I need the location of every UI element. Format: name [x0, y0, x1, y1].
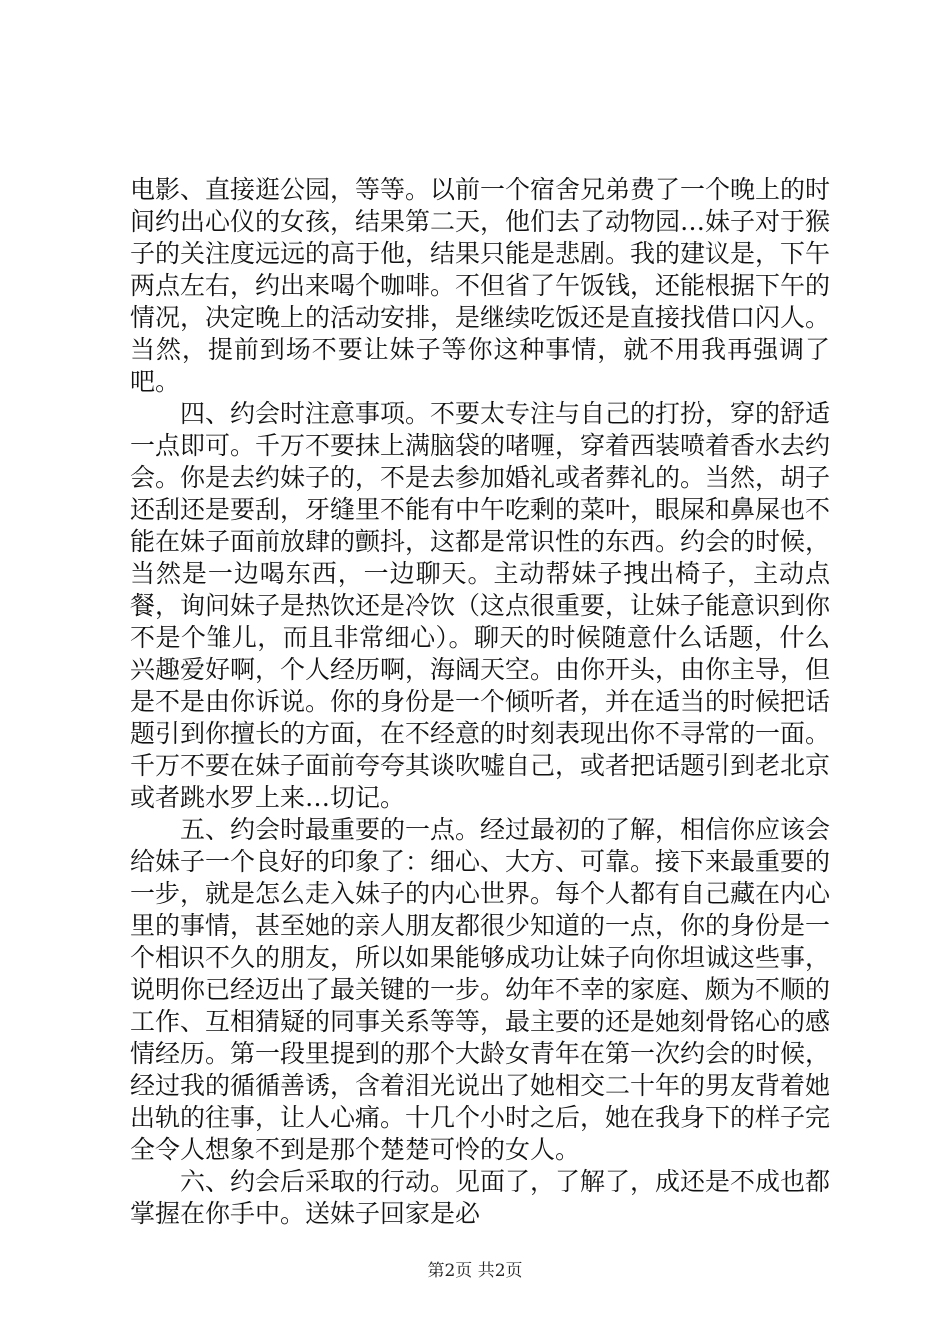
page-number-label: 第2页 共2页 — [427, 1261, 523, 1281]
paragraph-section-six: 六、约会后采取的行动。见面了，了解了，成还是不成也都掌握在你手中。送妹子回家是必 — [130, 1167, 831, 1228]
paragraph-section-four: 四、约会时注意事项。不要太专注与自己的打扮，穿的舒适一点即可。千万不要抹上满脑袋的啫喱，穿着西装喷着香水去约会。你是去约妹子的，不是去参加婚礼或者葬礼的。当然，胡子还刮还是要刮，牙缝里不能有中午吃剩的菜叶，眼屎和鼻屎也不能在妹子面前放肆的颤抖，这都是常识性的东西。约会的时候，当然是一边喝东西，一边聊天。主动帮妹子拽出椅子，主动点餐，询问妹子是热饮还是冷饮（这点很重要，让妹子能意识到你不是个雏儿，而且非常细心）。聊天的时候随意什么话题，什么兴趣爱好啊，个人经历啊，海阔天空。由你开头，由你主导，但是不是由你诉说。你的身份是一个倾听者，并在适当的时候把话题引到你擅长的方面，在不经意的时刻表现出你不寻常的一面。千万不要在妹子面前夸夸其谈吹嘘自己，或者把话题引到老北京或者跳水罗上来…切记。 — [130, 399, 831, 812]
paragraph-continuation: 电影、直接逛公园，等等。以前一个宿舍兄弟费了一个晚上的时间约出心仪的女孩，结果第二天，他们去了动物园…妹子对于猴子的关注度远远的高于他，结果只能是悲剧。我的建议是，下午两点左右，约出来喝个咖啡。不但省了午饭钱，还能根据下午的情况，决定晚上的活动安排，是继续吃饭还是直接找借口闪人。当然，提前到场不要让妹子等你这种事情，就不用我再强调了吧。 — [130, 175, 831, 396]
document-body — [130, 174, 830, 1230]
page-footer — [0, 1256, 950, 1281]
paragraph-section-five: 五、约会时最重要的一点。经过最初的了解，相信你应该会给妹子一个良好的印象了：细心、大方、可靠。接下来最重要的一步，就是怎么走入妹子的内心世界。每个人都有自己藏在内心里的事情，甚至她的亲人朋友都很少知道的一点，你的身份是一个相识不久的朋友，所以如果能够成功让妹子向你坦诚这些事，说明你已经迈出了最关键的一步。幼年不幸的家庭、颇为不顺的工作、互相猜疑的同事关系等等，最主要的还是她刻骨铭心的感情经历。第一段里提到的那个大龄女青年在第一次约会的时候，经过我的循循善诱，含着泪光说出了她相交二十年的男友背着她出轨的往事，让人心痛。十几个小时之后，她在我身下的样子完全令人想象不到是那个楚楚可怜的女人。 — [130, 815, 831, 1164]
